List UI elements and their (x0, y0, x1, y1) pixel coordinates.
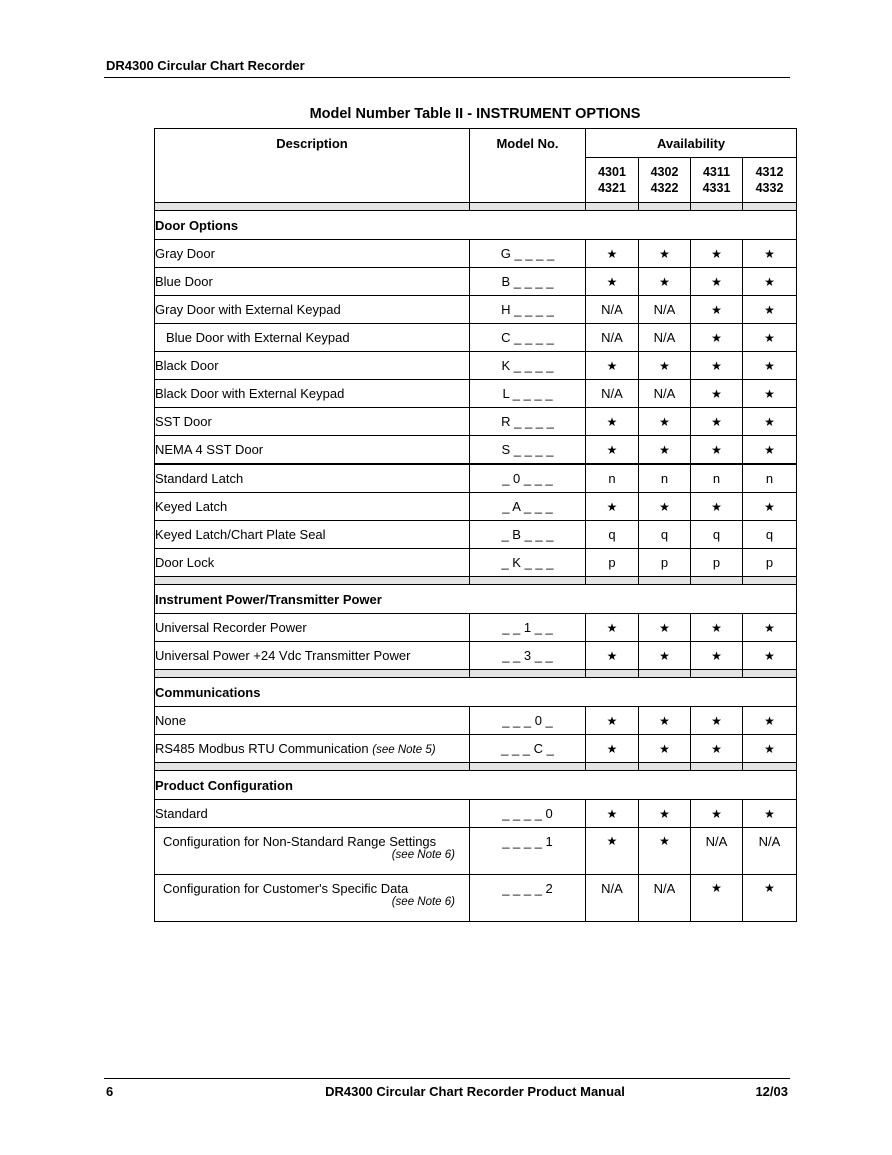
availability-cell: n (743, 464, 797, 493)
option-description-text: Door Lock (155, 555, 215, 570)
table-row (155, 828, 797, 875)
model-column-header: 4312 4332 (743, 158, 797, 203)
table-row (155, 408, 797, 436)
availability-cell: ★ (586, 493, 639, 521)
spacer-cell (470, 763, 586, 771)
option-description-text: None (155, 713, 187, 728)
options-table (154, 128, 797, 922)
availability-cell: p (691, 549, 743, 577)
availability-cell: q (586, 521, 639, 549)
availability-cell: ★ (743, 268, 797, 296)
spacer-cell (470, 670, 586, 678)
spacer-cell (586, 577, 639, 585)
option-description-text: Blue Door with External Keypad (166, 330, 350, 345)
availability-cell: ★ (691, 707, 743, 735)
availability-cell: ★ (743, 380, 797, 408)
model-number: L _ _ _ _ (470, 380, 586, 408)
model-number: _ _ _ C _ (470, 735, 586, 763)
option-description-text: Keyed Latch (155, 499, 228, 514)
availability-cell: ★ (743, 614, 797, 642)
availability-cell: ★ (691, 493, 743, 521)
model-number: K _ _ _ _ (470, 352, 586, 380)
availability-cell: ★ (743, 800, 797, 828)
availability-cell: ★ (691, 875, 743, 922)
availability-cell: q (639, 521, 691, 549)
option-description (155, 800, 470, 828)
spacer-cell (639, 670, 691, 678)
option-description (155, 493, 470, 521)
spacer-cell (155, 763, 470, 771)
section-title: Door Options (155, 211, 797, 240)
availability-cell: ★ (639, 493, 691, 521)
table-row (155, 521, 797, 549)
option-description-text: SST Door (155, 414, 212, 429)
section-title: Product Configuration (155, 771, 797, 800)
option-description (155, 521, 470, 549)
availability-cell: ★ (639, 268, 691, 296)
spacer-cell (691, 763, 743, 771)
spacer-cell (743, 763, 797, 771)
section-spacer (155, 670, 797, 678)
model-number: _ 0 _ _ _ (470, 464, 586, 493)
availability-cell: ★ (743, 408, 797, 436)
availability-cell: ★ (743, 240, 797, 268)
option-note: (see Note 5) (372, 744, 436, 756)
availability-cell: ★ (639, 800, 691, 828)
table-row (155, 549, 797, 577)
option-description (155, 296, 470, 324)
availability-cell: ★ (691, 642, 743, 670)
availability-cell: ★ (586, 642, 639, 670)
option-description-text: Black Door with External Keypad (155, 386, 345, 401)
table-row (155, 642, 797, 670)
availability-cell: ★ (586, 436, 639, 465)
model-number: H _ _ _ _ (470, 296, 586, 324)
option-description-text: Black Door (155, 358, 219, 373)
availability-cell: n (586, 464, 639, 493)
option-note: (see Note 6) (391, 849, 455, 861)
header-description: Description (155, 129, 470, 203)
model-column-header: 4301 4321 (586, 158, 639, 203)
model-number: _ A _ _ _ (470, 493, 586, 521)
availability-cell: ★ (691, 352, 743, 380)
table-row (155, 800, 797, 828)
model-column-header: 4311 4331 (691, 158, 743, 203)
model-number: _ _ _ 0 _ (470, 707, 586, 735)
table-row (155, 268, 797, 296)
section-spacer (155, 203, 797, 211)
option-description (155, 707, 470, 735)
option-description-text: Standard (155, 806, 208, 821)
spacer-cell (691, 670, 743, 678)
option-description-text: Configuration for Non-Standard Range Settings (163, 834, 437, 849)
section-header-row (155, 771, 797, 800)
option-description (155, 352, 470, 380)
section-header-row (155, 678, 797, 707)
availability-cell: ★ (639, 828, 691, 875)
spacer-cell (155, 670, 470, 678)
model-number: _ _ 3 _ _ (470, 642, 586, 670)
footer-rule (104, 1078, 790, 1079)
availability-cell: N/A (586, 296, 639, 324)
availability-cell: ★ (639, 352, 691, 380)
availability-cell: ★ (743, 493, 797, 521)
header-model-no: Model No. (470, 129, 586, 203)
availability-cell: n (691, 464, 743, 493)
availability-cell: N/A (586, 875, 639, 922)
page-number: 6 (106, 1084, 114, 1099)
table-row (155, 296, 797, 324)
availability-cell: ★ (743, 324, 797, 352)
availability-cell: ★ (639, 707, 691, 735)
spacer-cell (691, 577, 743, 585)
availability-cell: ★ (586, 800, 639, 828)
availability-cell: p (743, 549, 797, 577)
option-description-text: Gray Door with External Keypad (155, 302, 341, 317)
option-description-text: NEMA 4 SST Door (155, 442, 264, 457)
availability-cell: ★ (639, 735, 691, 763)
option-description (155, 614, 470, 642)
option-description (155, 436, 470, 465)
spacer-cell (155, 203, 470, 211)
availability-cell: ★ (586, 614, 639, 642)
table-row (155, 380, 797, 408)
section-header-row (155, 211, 797, 240)
model-number: _ _ _ _ 2 (470, 875, 586, 922)
option-description (155, 268, 470, 296)
availability-cell: N/A (639, 380, 691, 408)
availability-cell: ★ (743, 296, 797, 324)
availability-cell: ★ (691, 800, 743, 828)
table-row (155, 614, 797, 642)
availability-cell: ★ (743, 352, 797, 380)
availability-cell: ★ (691, 324, 743, 352)
header-rule (104, 77, 790, 78)
availability-cell: q (691, 521, 743, 549)
section-title: Communications (155, 678, 797, 707)
option-description-text: RS485 Modbus RTU Communication (155, 741, 369, 756)
availability-cell: ★ (691, 614, 743, 642)
availability-cell: ★ (691, 380, 743, 408)
spacer-cell (743, 577, 797, 585)
availability-cell: N/A (586, 324, 639, 352)
availability-cell: ★ (691, 268, 743, 296)
spacer-cell (639, 577, 691, 585)
availability-cell: ★ (639, 240, 691, 268)
availability-cell: ★ (691, 296, 743, 324)
table-title: Model Number Table II - INSTRUMENT OPTIONS (309, 106, 641, 122)
option-description (155, 240, 470, 268)
availability-cell: ★ (586, 408, 639, 436)
spacer-cell (691, 203, 743, 211)
availability-cell: ★ (586, 828, 639, 875)
availability-cell: N/A (743, 828, 797, 875)
availability-cell: N/A (639, 296, 691, 324)
footer-date: 12/03 (755, 1084, 788, 1099)
availability-cell: ★ (639, 408, 691, 436)
table-row (155, 436, 797, 465)
spacer-cell (470, 203, 586, 211)
spacer-cell (586, 203, 639, 211)
spacer-cell (470, 577, 586, 585)
availability-cell: N/A (639, 875, 691, 922)
availability-cell: ★ (691, 436, 743, 465)
option-description-text: Gray Door (155, 246, 215, 261)
option-description (155, 464, 470, 493)
availability-cell: ★ (743, 436, 797, 465)
spacer-cell (743, 203, 797, 211)
section-spacer (155, 763, 797, 771)
option-note: (see Note 6) (391, 896, 455, 908)
availability-cell: ★ (743, 642, 797, 670)
table-row (155, 493, 797, 521)
model-number: C _ _ _ _ (470, 324, 586, 352)
availability-cell: ★ (743, 735, 797, 763)
spacer-cell (586, 763, 639, 771)
availability-cell: ★ (639, 614, 691, 642)
spacer-cell (743, 670, 797, 678)
availability-cell: ★ (743, 875, 797, 922)
section-spacer (155, 577, 797, 585)
option-description (155, 324, 470, 352)
table-row (155, 352, 797, 380)
running-header: DR4300 Circular Chart Recorder (106, 58, 305, 73)
model-number: S _ _ _ _ (470, 436, 586, 465)
availability-cell: N/A (639, 324, 691, 352)
table-row (155, 707, 797, 735)
model-number: B _ _ _ _ (470, 268, 586, 296)
model-number: _ _ _ _ 1 (470, 828, 586, 875)
availability-cell: ★ (586, 352, 639, 380)
availability-cell: ★ (691, 735, 743, 763)
model-number: R _ _ _ _ (470, 408, 586, 436)
model-number: _ B _ _ _ (470, 521, 586, 549)
table-row (155, 324, 797, 352)
table-row (155, 240, 797, 268)
option-description-text: Universal Power +24 Vdc Transmitter Power (155, 648, 411, 663)
table-row (155, 464, 797, 493)
table-row (155, 875, 797, 922)
section-header-row (155, 585, 797, 614)
model-number: G _ _ _ _ (470, 240, 586, 268)
availability-cell: p (639, 549, 691, 577)
option-description-text: Keyed Latch/Chart Plate Seal (155, 527, 326, 542)
availability-cell: ★ (586, 707, 639, 735)
option-description (155, 380, 470, 408)
model-number: _ _ 1 _ _ (470, 614, 586, 642)
option-description-text: Universal Recorder Power (155, 620, 307, 635)
option-description-text: Configuration for Customer's Specific Data (163, 881, 409, 896)
availability-cell: ★ (639, 436, 691, 465)
availability-cell: ★ (743, 707, 797, 735)
availability-cell: n (639, 464, 691, 493)
spacer-cell (586, 670, 639, 678)
option-description (155, 408, 470, 436)
availability-cell: ★ (586, 268, 639, 296)
spacer-cell (155, 577, 470, 585)
option-description-text: Blue Door (155, 274, 213, 289)
spacer-cell (639, 763, 691, 771)
availability-cell: ★ (586, 240, 639, 268)
option-description (155, 642, 470, 670)
section-title: Instrument Power/Transmitter Power (155, 585, 797, 614)
option-description (155, 828, 470, 875)
availability-cell: p (586, 549, 639, 577)
option-description (155, 735, 470, 763)
model-number: _ K _ _ _ (470, 549, 586, 577)
spacer-cell (639, 203, 691, 211)
availability-cell: N/A (586, 380, 639, 408)
availability-cell: ★ (691, 408, 743, 436)
model-number: _ _ _ _ 0 (470, 800, 586, 828)
availability-cell: ★ (639, 642, 691, 670)
table-row (155, 735, 797, 763)
model-column-header: 4302 4322 (639, 158, 691, 203)
footer-title: DR4300 Circular Chart Recorder Product Manual (325, 1084, 625, 1099)
header-availability: Availability (586, 129, 797, 158)
option-description (155, 549, 470, 577)
availability-cell: q (743, 521, 797, 549)
availability-cell: ★ (691, 240, 743, 268)
option-description-text: Standard Latch (155, 471, 244, 486)
option-description (155, 875, 470, 922)
availability-cell: N/A (691, 828, 743, 875)
availability-cell: ★ (586, 735, 639, 763)
